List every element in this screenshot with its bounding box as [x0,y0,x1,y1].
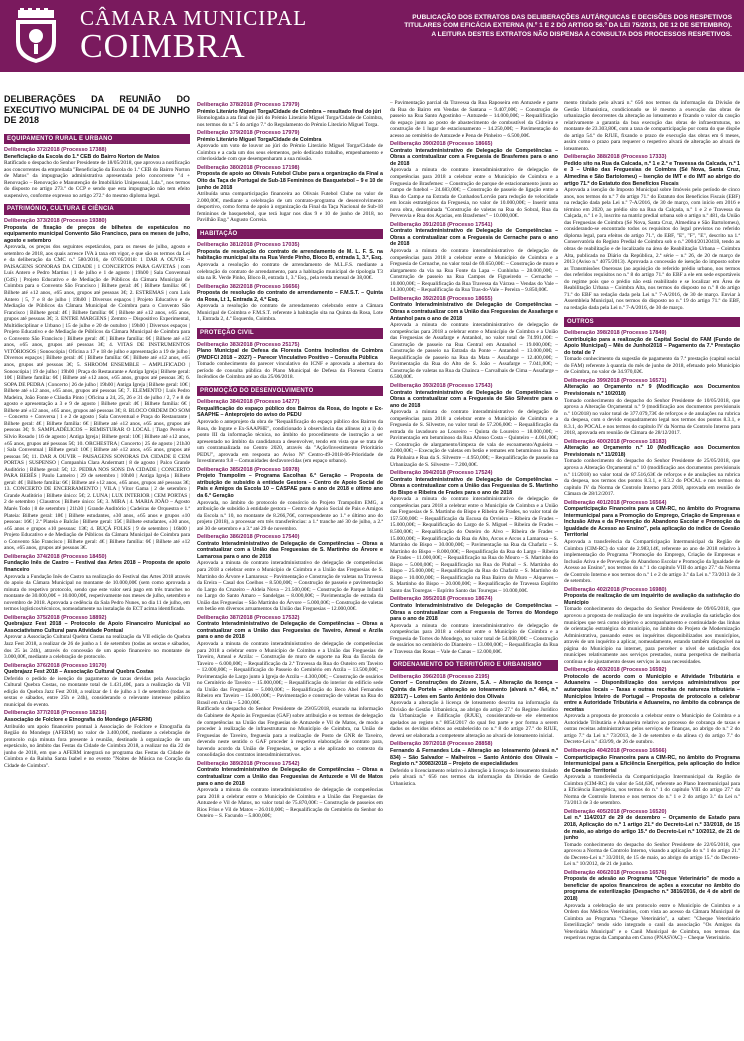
deliberation-text: Aprovada a transferência da Comparticipação Intermunicipal da Região de Coimbra (CIM-RC) do valor de 544,63€, referente ao Plano Intermunicipal para a Eficiência Energética, nos termos do n.º 1 do capítulo VIII do artigo 27.º da Norma de Controlo Interno e nos termos do n.º 1 e 2 do artigo 3.º da Lei n.º 73/2013 de 3 de setembro. [564,774,740,807]
deliberation-subject: Proposta de resolução do contrato de arrendamento de M. L. F. S. na habitação municipal sita na Rua Verde Pinho, Bloco B, entrada 1, 3.º, Esq. [197,248,383,262]
deliberation-subject: Proposta de apoio ao Olivais Futebol Clube para a organização da Final a Oito da Taça de Portugal de Sub-18 Femininos de Basquetebol – 9 e 10 de junho de 2018 [197,171,383,191]
deliberation-subject: Proposta de resolução do contrato de arrendamento – F.M.S.T. – Quinta da Rosa, Lt 1, Entrada 2, 4.º Esq. [197,290,383,303]
deliberation-subject: Plano Municipal de Defesa da Floresta Contra Incêndios de Coimbra (PMDFCI 2018 – 2027) – Parecer Vinculativo Positivo – Consulta Pública [197,348,383,361]
city-title [80,8,307,64]
deliberation-subject: Prémio Literário Miguel Torga/Cidade de Coimbra [197,136,322,143]
section-header: ORDENAMENTO DO TERRITÓRIO E URBANISMO [390,660,558,671]
deliberation-text: Atribuída uma comparticipação financeira ao Olivais Futebol Clube no valor de 2.000,00€, mediante a celebração de um contrato-programa de desenvolvimento desportivo, como forma de apoio à organização da Final da Taça Nacional de Sub-18 femininos de basquetebol, que terá lugar nos dias 9 e 10 de junho de 2018, no Pavilhão Eng.º Augusto Correia. [197,191,383,224]
deliberation-text: Aprovada a minuta do contrato interadministrativo de delegação de competências para 2018 a celebrar entre o Município de Coimbra e a Freguesia de Torres do Mondego, no valor total de 54.008,00€: – Construção de ossários no cemitério do Dianteiro – 13.000,00€; – Requalificação da Rua e Travessa das Rosas – Vale de Canas – 12.000,00€. [390,622,558,655]
deliberation-heading: Deliberação 386/2018 (Processo 17540) [197,534,300,541]
deliberation-text: Aprovado o anteprojeto da obra de "Requalificação do espaço público dos Bairros da Rosa, do Ingote e Ex-SAAPHE", condicionado à observância das alíneas a) a i) do ponto III da informação técnica, no âmbito do procedimento de instrução a ser apresentado no âmbito da candidatura a desenvolver, tendo em vista que se trata de um contratualizada no Centro 2020, através da "Ação/Investimento Prioritário PEDU", aprovada em resposta ao Aviso Nº Centro-49-2018-06-Prioridade de Investimento 9.8 – Comunidades desfavorecidas (em espaço urbano). [197,418,383,465]
deliberation-subject: Beneficiação da Escola do 1.º CEB do Bairro Norton de Matos [4,153,160,160]
deliberation-heading: Deliberação 384/2018 (Processo 14277) [197,399,300,406]
deliberation-subject: Pedido sito na Rua da Calcada, n.º 1 e 2.ª e Travessa da Calcada, n.º 1 e 3 – União das Freguesias de Coimbra (Sé Nova, Santa Cruz, Almedina e São Bartolomeu) – Isenção de IMT e do IMT ao abrigo do artigo 71.º do Estatuto dos Benefícios Fiscais [564,160,740,187]
deliberation-heading: Deliberação 390/2018 (Processo 18665) [390,141,493,148]
deliberation-heading: Deliberação 377/2018 (Processo 18216) [4,710,107,717]
deliberation-heading: Deliberação 392/2018 (Processo 18655) [390,295,493,302]
deliberation-subject: Contribuição para a realização de Capital Social do FAM (Fundo de Apoio Municipal) – Mês de Junho/2018 – Pagamento da 7.ª Prestação do total de 7 [564,336,740,356]
column-3 [390,100,558,1041]
deliberation-text: Tomado conhecimento do parecer vinculativo do ICNF e aprovada a abertura do período de consulta pública do Plano Municipal de Defesa da Floresta Contra Incêndios de Coimbra até ao dia 25/06/2018. [197,361,383,381]
deliberation-heading: Deliberação 400/2018 (Processo 18183) [564,438,667,445]
deliberation-heading: Deliberação 378/2018 (Processo 17979) [197,102,300,108]
deliberation-subject: Contrato Interadministrativo de Delegação de Competências – Obras a contratualizar com a União das Freguesias de Assafarge e Antanhol para o ano de 2018 [390,302,558,322]
deliberation-text: Deferido o licenciamento relativo à alteração à licença do loteamento titulado pelo alvará n.º 656 nos termos da informação da Divisão de Gestão Urbanística. [390,767,558,787]
section-header: OUTROS [564,317,740,328]
deliberation-heading: Deliberação 399/2018 (Processo 16571) [564,377,667,384]
deliberation-heading: Deliberação 388/2018 (Processo 17333) [564,154,667,161]
deliberation-subject: Fernando & Fernandes Lda – Alteração ao loteamento (alvará n.º 834) – São Salvador – Malheiros – Santo António dos Olivais – Registo n.º 30983/2018 – Projeto de especialidades [390,747,558,768]
deliberation-subject: Contrato Interadministrativo de Delegação de Competências – Obras a contratualizar com a Freguesia de Brasfemes para o ano de 2018 [390,147,558,167]
deliberation-heading: Deliberação 381/2018 (Processo 17035) [197,242,300,249]
deliberation-text: Aprovada a minuta do contrato interadministrativo de delegação de competências para 2018 a celebrar entre o Município de Coimbra e a União das Freguesias de Taveiro, Ameal e Arzila: – Construção de muro de suporte na Rua da Escola de Taveiro – 6.000,00€; – Requalificação da 2.ª Travessa da Rua do Outeiro em Taveiro – 12.000,00€; – Requalificação do Passeio do Cemitério em Arzila – 13.500,00€; – Pavimentação de Largo junto à Igreja de Arzila – 4.300,00€; – Construção de ossários no Cemitério de Taveiro – 15.000,00€; – Requalificação do interior do edifício sede da União das Freguesias – 5.000,00€; – Requalificação do Beco Abel Fernandes Ribeiro em Taveiro – 15.000,00€; – Pavimentação e construção de valetas na Rua do Brasil em Arzila – 5.200,00€. [197,641,383,706]
deliberation-subject: Contrato Interadministrativo de Delegação de Competências – Obras a contratualizar com a União das Freguesias de Antuzede e Vil de Matos para o ano de 2018 [197,767,383,787]
deliberation-heading: Deliberação 389/2018 (Processo 17542) [197,760,300,767]
deliberation-text: Aprovada a minuta do contrato interadministrativo de delegação de competências para 2018 a celebrar entre o Município de Coimbra e a União das Freguesias de S. Martinho do Árvore e Lamarosa: – Pavimentação e Construção de valetas na Travessa da Ereira – Casal dos Coelhos – 8.500,00€; – Construção de passeio e pavimentação do Largo do Cruzeiro – Aldeia Nova – 21.500,00€; – Construção de Parque Infantil no Largo do Santo Amaro – Sandelgas – 8.000,00€; – Pavimentação de estrada da União das Freguesias – São Martinho do Árvore – 5.000,00€; – Construção de valetas em betão em diversos arruamentos da União das Freguesias – 12.000,00€. [197,560,383,613]
section-header: EQUIPAMENTO RURAL E URBANO [4,134,190,145]
deliberation-subject: Comparticipação Financeira para a CIM-RC, no âmbito do Programa Intermunicipal para a Promoção do Emprego, Criação de Empresas e Inclusão Ativa e da Prevenção do Abandono Escolar e Promoção da Igualdade de Acesso ao Ensino", pela aplicação do índice de Coesão Territorial [564,506,740,539]
deliberation-subject: Protocolo de acordo com o Município e Atividade Tributária e Aduaneira – Disponibilização dos serviços administrativos por autarquias locais – Taxas e outras receitas de natureza tributária – Municípios Inteiro de Portugal – Proposta de protocolo a celebrar entre a Autoridade Tributária e Aduaneira, no âmbito da cobrança de receitas [564,673,740,713]
deliberation-heading: Deliberação 374/2018 (Processo 18450) [4,553,107,560]
section-header: PATRIMÓNIO, CULTURA E CIÊNCIA [4,204,190,215]
deliberation-text: Aprovada a resolução do contrato de arrendamento celebrado entre a Câmara Municipal de Coimbra e F.M.S.T. referente à habitação sita na Quinta da Rosa, Lote 1, Entrada 2, 4.º Esquerdo, Coimbra. [197,303,383,323]
column-2 [197,100,383,1041]
title-small: CÂMARA MUNICIPAL [80,6,308,30]
page-lead-title: DELIBERAÇÕES DA REUNIÃO DO EXECUTIVO MUNICIPAL DE 04 DE JUNHO DE 2018 [4,94,190,125]
deliberation-heading: Deliberação 405/2018 (Processo 16520) [564,808,667,815]
deliberation-heading: Deliberação 373/2018 (Processo 19380) [4,217,107,224]
section-header: HABITAÇÃO [197,229,383,240]
deliberation-heading: Deliberação 372/2018 (Processo 17388) [4,147,107,154]
deliberation-text: Aprovada, no âmbito do protocolo de consórcio do Projeto Trampolim EMG, a atribuição de subsídio à entidade gestora – Centro de Apoio Social de Pais e Amigos da Escola n.º 10, no montante de 8.266,76€, correspondente ao 1.º e último ano do projeto (2018), a processar em três transferências: a 1.ª tranche até 30 de julho, a 2.ª até 30 de setembro e a 3.ª até 29 de novembro. [197,499,383,532]
deliberation-text: Aprovada a Fundação Inês de Castro na realização do Festival das Artes 2018 através do apoio da Câmara Municipal no montante de 10.000,00€ (sem como aprovada a minuta do respetivo protocolo, sendo que este valor será pago em três tranches no montante de 30.000,00€ + 10.000,00€, respetivamente nos meses de julho, setembro e novembro de 2018. Aprovada a cedência da Sala Pedro Nunes, no dia 11 de julho, em termos logísticos/técnicos, nomeadamente na instalação do ECT acima identificada. [4,573,190,613]
deliberation-heading: Deliberação 376/2018 (Processo 19170) [4,662,107,669]
deliberation-subject: Associação de Folclore e Etnografia do Mondego (AFERM) [4,716,153,723]
deliberation-subject: Proposta de realização de um inquérito de avaliação da satisfação do Município [564,593,740,606]
deliberation-subject: Conorf – Construções do Zézere, S.A. – Alteração da licença – Quinta da Portela – alteração ao loteamento (alvará n.º 464, n.º 8/2017) – Lotes em Santo António dos Olivais [390,680,558,700]
deliberation-text: Aprovada a celebração de um protocolo entre o Município de Coimbra e a Ordem dos Médicos Veterinários, com vista ao acesso da Câmara Municipal de Coimbra ao Programa "Cheque Veterinário", a saber: "Cheque Veterinário Esterilização" tendo sido integrado o canil da associação "Os Amigos da Veterinária Municipal" e o Canil Municipal de Coimbra, nos termos das respetivas regras da Campanha em Curso (PNASVAC) – Cheque Veterinário. [564,902,740,942]
deliberation-text: Aprovada a transferência da Comparticipação Intermunicipal da Região de Coimbra (CIM-RC) do valor de 2.983,14€, referente ao ano de 2018 relativo à implementação do Programa "Promoção do Emprego, Criação de Empresas e Inclusão Ativa e de Prevenção do Abandono Escolar e Promoção da Igualdade de Acesso ao Ensino", nos termos do n.º 1 do capítulo VIII do artigo 27.º da Norma de Controlo Interno e nos termos do n.º 1 e 2 do artigo 3.º da Lei n.º 73/2013 de 3 de setembro. [564,539,740,585]
deliberation-text: Homologada a ata final do júri do Prémio Literário Miguel Torga/Cidade de Coimbra, nos termos do n.º 5 do artigo 7.º do Regulamento do Prémio Literário Miguel Torga. [197,115,383,128]
masthead-note: PUBLICAÇÃO DOS EXTRATOS DAS DELIBERAÇÕES AUTÁRQUICAS E DECISÕES DOS RESPETIVOS TITULARES COM EFICÁCIA EXTERNA (N.º 1 E 2 DO ARTIGO 56.º DA LEI 75/2013, DE 12 DE SETEMBRO). A LEITURA DESTES EXTRATOS NÃO DISPENSA A CONSULTA DOS PROCESSOS RESPETIVOS. [404,14,732,38]
deliberation-heading: Deliberação 379/2018 (Processo 17979) [197,130,300,137]
deliberation-text: Tomado conhecimento da sugestão de pagamento da 7.ª prestação (capital social do FAM) referente à quantia do mês de junho de 2018, efetuado pelo Município de Coimbra, no valor de 34.970,02€. [564,356,740,376]
deliberation-text: Tomado conhecimento do despacho do Senhor Presidente de 22/05/2018, que aprovou a Norma de Controlo Interno, visando a aplicação do n.º 1 do artigo 21.º do Decreto-Lei n.º 33/2018, de 15 de maio, ao abrigo do artigo 15.º do Decreto-Lei n.º 10/2012, de 21 de junho. [564,841,740,868]
deliberation-subject: Quebrajazz Fest 2018 – Associação Cultural Quebra Costas [4,669,154,676]
masthead [0,0,744,72]
deliberation-subject: Proposta de adesão ao Programa "Cheque Veterinário" de modo a beneficiar de apoios financeiros de ações a executar no âmbito do programa de esterilização (Despacho n.º 3816/2016, de 4 de abril de 2018) [564,876,740,902]
deliberation-subject: Proposta de fixação de preços de bilhetes de espetáculos no equipamento municipal Convento São Francisco, para os meses de julho, agosto e setembro [4,224,190,244]
deliberation-subject: Quebrajazz Fest 2018 – Protocolo de Apoio Financeiro Municipal ao Associativismo Cultural para Atividade Pontual [4,621,190,634]
deliberation-text: Aprovada a alteração à licença de loteamento descrita na informação da Divisão de Gestão Urbanística, ao abrigo do artigo 27.º do Regime Jurídico da Urbanização e Edificação (RJUE), considerando-se ele elementos apelados ao registo n.º 8054/2017 do qual fez parte e por forma a serem dados os devidos efeitos ao estabelecido no n.º 8 do artigo 27.º do RJUE, deverá ser elaborada a competente alteração ao alvará de loteamento inicial. [390,700,558,739]
deliberation-text: Aprovado um voto de louvor ao júri do Prémio Literário Miguel Torga/Cidade de Coimbra e a cada um dos seus elementos, pelo dedicado trabalho, empenhamento e criteriosidade com que desempenharam a sua missão. [197,143,383,163]
deliberation-subject: Prémio Literário Miguel Torga/Cidade de Coimbra – resultado final do júri [197,108,382,115]
deliberation-heading: Deliberação 404/2018 (Processo 16566) [564,747,667,754]
deliberation-subject: Alteração ao Orçamento n.º 10 (Modificação aos Documentos Previsionais n.º 11/2018) [564,445,740,458]
deliberation-subject: Projeto Trampolim – Programa Escolhas 6.ª Geração – Proposta de atribuição de subsídio à entidade Gestora – Centro de Apoio Social de Pais e Amigos da Escola 10 – CASPAE para o ano de 2018 e último ano da 6.ª Geração [197,473,383,499]
deliberation-subject: Fundação Inês de Castro – Festival das Artes 2018 – Proposta de apoio financeiro [4,560,190,573]
deliberation-subject: Contrato Interadministrativo de Delegação de Competências – Obras a contratualizar com a Freguesia de Torres do Mondego para o ano de 2018 [390,603,558,623]
deliberation-text: Aprovada a minuta do contrato interadministrativo de delegação de competências para 2018 a celebrar entre o Município de Coimbra e a Freguesia de S. Silvestre, no valor total de 57.206,00€: – Requalificação da estrada do lavadouro ao Loureiro – Quinta do Loureiro – 18.000,00€; – Pavimentação em betuminoso da Rua Afonso Costa – Quinteiro – 4.061,00€; – Construção de alargamento/limpeza de vala de escoamento/Aguieira – 2.000,00€; – Execução de valetas em betão e remates em betuminoso na Rua da Pinhaira e Rua da S. Silvestre – 4.950,00€; – Requalificação de passeio na Urbanização de S. Silvestre – 7.200,00€. [390,409,558,468]
title-big: COIMBRA [80,28,246,65]
coat-of-arms-icon [8,8,64,64]
deliberation-text: Aprovada a minuta do contrato interadministrativo de delegação de competências para 2018 a celebrar entre o Município de Coimbra e a Freguesia de Brasfemes: – Construção de parque de estacionamento junto ao campo de futebol – 24.683,00€; – Construção de passeio de ligação entre a Rua do Camp.e na Estrada de Cunhados/Lorvão para redução de velocidade em locais estratégicos da Freguesia, no valor de 10.000,00€; – Inserir uma nova obra, denominada "Construção de valetas na Rua do Sobral, Rua da Pervenvia e Rua dos Açacias, em Brasfemes" – 10.000,00€. [390,167,558,220]
deliberation-heading: Deliberação 382/2018 (Processo 16656) [197,283,300,290]
deliberation-heading: Deliberação 403/2018 (Processo 16592) [564,667,667,674]
deliberation-text: Tomado conhecimento do despacho do Senhor Presidente de 10/05/2018, que aprova a Alteração Orçamental n.º 9 (modificação aos documentos previsionais n.º 10/2018) no valor total de 377.079,73€ de reforços e de anulações na rubrica da despesa, com o devido enquadramento legal nos termos dos pontos 8.3.1, e 8.3.1, do POCAL e nos termos do capítulo IV da Norma de Controlo Interno para 2018, aprovada em reunião de Câmara de 28/12/2017. [564,397,740,437]
deliberation-subject: Contrato Interadministrativo de Delegação de Competências – Obras a contratualizar com a Freguesia de Cernache para o ano de 2018 [390,228,558,248]
deliberation-heading: Deliberação 391/2018 (Processo 17541) [390,221,493,228]
deliberation-heading: Deliberação 375/2018 (Processo 18892) [4,614,107,621]
deliberation-subject: Contrato Interadministrativo de Delegação de Competências – Obras a contratualizar com a Freguesia de São Silvestre para o ano de 2018 [390,389,558,409]
deliberation-text: – Pavimentação parcial da Travessa da Rua Raposeira em Antuzede e parte da Rua do Bairro em Vendas de Santana – 9.407,00€; – Construção de passeio na Rua Santo Agostinho – Antuzede – 14.000,00€; – Requalificação do espaço junto ao posto de abastecimento de combustível da Cidreira e construção de 1 lugar de estacionamento – 14.250,00€; – Pavimentação do acesso ao cemitério de Antuzede e Pena de Pinheiro – 6.500,00€. [390,100,558,139]
deliberation-text: Aprovada a isenção do Imposto Municipal sobre Imóveis pelo período de cinco anos, nos termos do n.º 7 do artigo 71.º do Estatuto dos Benefícios Fiscais (EBF) na redação dada pela Lei n.º 7-A/2016, de 30 de março, com início em 2016 e término em 2020, ao prédio sito na Rua da Calçada, n.º 1 e 2 e Travessa da Calçada, n.º 1 e 3, inscrito na matriz predial urbana sob o artigo n.º 481, da União das Freguesias de Coimbra (Sé Nova, Santa Cruz, Almedina e São Bartolomeu), considerando-se encontrado todos os requisitos do legal previstos no referido diploma legal, para efeitos do artigo 71.º, do EBF, "E", "F", "E", descrito na 1.ª Conservatória do Registo Predial de Coimbra sob o n.º 2004/20120418, tendo as obras de reabilitação e de localizado na área de Reabilitação Urbana – Coimbra Alta, publicada no Diário da República, 2.ª série – n.º 26, de 20 de março de 2013 (Aviso n.º 4075/2013). Aprovada a concessão de isenção do imposto sobre as Transmissões Onerosas (ao aquisição do referido prédio urbano, nos termos dos referidos requisitos no n.º 8 do artigo 71.º do EBF a ele em sede exportáveis do regime pois que o prédio não está reabilitado e se localizar em Área de Reabilitação Urbana – Coimbra Alta, nos termos do disposto no n.º 8 do artigo 71.º do EBF na redação dada pela Lei n.º 7-A/2016, de 30 de março. Enviar à Assembleia Municipal, nos termos do disposto no n.º 19 do artigo 71.º do EBF, na redação dada pela Lei n.º 7-A/2016, de 30 de março. [564,187,740,311]
deliberation-subject: Contrato Interadministrativo de Delegação de Competências – Obras a contratualizar com a União das Freguesias de S. Martinho do Bispo e Ribeira de Frades para o ano de 2018 [390,476,558,496]
deliberation-heading: Deliberação 396/2018 (Processo 2195) [390,673,490,680]
deliberation-heading: Deliberação 393/2018 (Processo 17543) [390,382,493,389]
deliberation-heading: Deliberação 395/2018 (Processo 18674) [390,596,493,603]
deliberation-text: Aprovada a minuta do contrato interadministrativo de delegação de competências para 2018 a celebrar entre o Município de Coimbra e a União das Freguesias de Assafarge e Antanhol, no valor total de 74.991,00€: – Construção de passeio na Rua Central em Antanhol – 19.000,00€; – Construção de passeio na Estrada da Ponte – Antanhol – 13.000,00€; – Requalificação de passeio na Rua da Mata – Assafarge – 12.400,00€; – Pavimentação da Rua do Alto de S. João – Assafarge – 7.041,00€; – Construção de valetas na Rua da Chainca – Carvalhais de Cima – Assafarge – 6.500,00€. [390,322,558,381]
deliberation-text: Aprovada a minuta do contrato interadministrativo de delegação de competências para 2018 a celebrar entre o Município de Coimbra e a Freguesia de Cernache, no valor total de 69.650,00€: – Construção de muro e alargamento da via na Rua Fonte da Lapa – Cunhinha – 28.000,00€; – Construção de passeio na Rua Campos de Figueiredo – Cernache – 10.000,00€; – Requalificação da Rua Travessa da Várzea – Vendas do Vale – 14.300,00€; – Requalificação da Rua Tras-do-Vale – Pereira – 9.850,00€. [390,248,558,294]
deliberation-text: mento titulado pelo alvará n.º 656 nos termos da informação da Divisão de Gestão Urbanística, condicionado se lê mesmo a execução das obras de urbanização decorrentes da alteração ao loteamento e fixando o valor da caução relativamente a garantia da boa execução das obras de infraestruturas, no montante de 23.303,80€, com a taxa de comparticipação por conta do que dispõe do artigo 54.º do RJUE, fixando o prazo de execução das obras em 6 meses, assim como o prazo para requerer o respetivo alvará de alteração ao alvará de loteamento. [564,100,740,152]
section-header: PROMOÇÃO DO DESENVOLVIMENTO [197,386,383,397]
deliberation-heading: Deliberação 401/2018 (Processo 16564) [564,499,667,506]
deliberation-text: Tomado conhecimento do despacho do Senhor Presidente de 25/05/2018, que aprova a Alteração Orçamental n.º 10 (modificação aos documentos previsionais n.º 11/2018) no valor total de 87.516,63€ de reforços e de anulações na rubrica da despesa, nos termos dos pontos 8.3.1, e 8.3.2 do POCAL e nos termos do capítulo IV da Norma de Controlo Interno para 2018, aprovada em reunião de Câmara de 28/12/2017. [564,458,740,498]
deliberation-heading: Deliberação 383/2018 (Processo 25175) [197,341,300,348]
deliberation-text: Aprovada a minuta do contrato interadministrativo de delegação de competências para 2018 a celebrar entre o Município de Coimbra e a União das Freguesias de Antuzede e Vil de Matos, no valor total de 75.870,00€: – Construção de passeios em Rios Frios e Vil de Matos – 26.010,00€; – Requalificação do Cemitério do Senhor do Outeiro – S. Facundo – 5.800,00€; [197,787,383,820]
deliberation-text: Aprovada a minuta do contrato interadministrativo de delegação de competências para 2018 a celebrar entre o Município de Coimbra e a União das Freguesias de S. Martinho do Bispo e Ribeira de Frades, no valor total de 157.500,00€: – Requalificação da Escusa da Orvieira – Ribeira de Frades – 15.000,00€; – Requalificação do Largo de S. Miguel – Ribeira de Frades – 8.500,00€; – Requalificação do Outeiro do Alvo – Ribeira de Frades – 15.000,00€; – Requalificação da Rua do Alto, Arcos e Arcos a Lamarosa – S. Martinho do Bispo – 30.000,00€; – Pavimentação na Rua da Chafariz – S. Martinho do Bispo – 8.000,00€; – Requalificação da Rua do Largo – Ribeira de Frades – 11.000,00€; – Requalificação na Rua do Mouro – S. Martinho do Bispo – 5.000,00€; – Requalificação na Rua do Pinhal – S. Martinho do Bispo – 25.000,00€; – Requalificação da Rua do Chafariz – S. Martinho do Bispo – 10.000,00€; – Requalificação na Rua Bairro do Muro – Alqueves – S. Martinho do Bispo – 20.000,00€; – Requalificação de Travessa Espírito Santo das Touregas – Espírito Santo das Touregas – 10.000,00€. [390,496,558,594]
deliberation-text: Deferido o pedido de isenção do pagamento de taxas devidas pela Associação Cultural Quebra Costas, no montante total de 1.431,40€, para a realização da VII edição do Quebra Jazz Fest 2018, a realizar de 1 de julho a 1 de setembro (todas as sextas e sábados, entre 25h e 24h), considerando o relevante interesse público municipal do evento. [4,675,190,708]
deliberation-heading: Deliberação 398/2018 (Processo 17849) [564,330,667,337]
deliberation-subject: Comparticipação Financeira para a CIM-RC, no âmbito do Programa Intermunicipal para a Eficiência Energética, pela aplicação do Índice de Coesão Territorial [564,754,740,774]
deliberation-heading: Deliberação 380/2018 (Processo 17198) [197,164,300,171]
section-header: PROTEÇÃO CIVIL [197,328,383,339]
deliberation-subject: Lei n.º 114/2017 de 29 de dezembro – Orçamento de Estado para 2018, Aplicação do n.º 1 artigo 21.º do Decreto-Lei n.º 33/2018, de 15 de maio, ao abrigo do artigo 15.º do Decreto-Lei n.º 10/2012, de 21 de junho [564,815,740,842]
deliberation-heading: Deliberação 387/2018 (Processo 17532) [197,614,300,621]
deliberation-text: Ratificado o despacho do Senhor Presidente de 18/05/2018, que aprovou a notificação aos concorrentes da empreitada "Beneficiação da Escola do 1.º CEB do Bairro Norton de Matos" da impugnação administrativa apresentada pelo concorrente "4 + Renovação – Renovação e Manutenção de Imobiliário Unipessoal, Lda.", nos termos do disposto no artigo 273.º do CCP e sendo que esta impugnação não tem efeito suspensivo, conforme expresso no artigo 272.º do mesmo diploma legal. [4,160,190,199]
deliberation-heading: Deliberação 394/2018 (Processo 17524) [390,470,493,477]
deliberation-subject: Requalificação do espaço público dos Bairros da Rosa, do Ingote e Ex-SAAPHE – Anteprojeto do aviso do PEDU [197,405,383,419]
deliberation-text: Atribuído um apoio financeiro pontual à Associação de Folclore e Etnografia da Região do Mondego (AFERM) no valor de 3.400,00€, mediante a celebração de protocolo cuja minuta fora presente à reunião, destinado à organização de um espetáculo, no âmbito das Festas da Cidade de Coimbra 2018, a realizar no dia 22 de junho de 2018, em que a AFERM integrará no programa das Festas da Cidade de Coimbra e da Rainha Santa Isabel e no evento "Noites de Música no Coração da Cidade de Coimbra". [4,723,190,769]
deliberation-heading: Deliberação 385/2018 (Processo 16978) [197,466,300,473]
column-1 [4,94,190,1038]
deliberation-heading: Deliberação 397/2018 (Processo 28858) [390,741,493,748]
deliberation-text: Ratificado o despacho do Senhor Presidente de 29/05/2018, exarado na informação do Gabinete de Apoio às Freguesias (GAF) sobre atribuição e os termos de delegação de competências na União das Freguesias de Antuzede e Vil de Matos, de modo a proceder à realização de infraestruturas no Município de Coimbra, na União de Freguesias de Taveiro, freguesia para a realização de Posto de GNR de Taveiro, devendo neste sentido o GAF proceder à respetiva elaboração de contrato para, havendo acordo da União de Freguesias, se ação a ele aplicado no contexto da consolidação dos contratos interadministrativos. [197,706,383,759]
deliberation-subject: Contrato Interadministrativo de Delegação de Competências – Obras a contratualizar com a União das Freguesias de S. Martinho do Árvore e Lamarosa para o ano de 2018 [197,540,383,560]
deliberation-text: Aprovar a Associação Cultural Quebra Costas na realização da VII edição do Quebra Jazz Fest 2018, a realizar de 26 de junho a 1 de setembro (todas as sextas e sábados, dos 25 às 24h), através do concessão de um apoio financeiro no montante de 3.000,00€, mediante a celebração de protocolo. [4,634,190,661]
deliberation-subject: Alteração ao Orçamento n.º 9 (Modificação aos Documentos Previsionais n.º 10/2018) [564,384,740,397]
deliberation-subject: Contrato Interadministrativo de Delegação de Competências – Obras a contratualizar com a União das Freguesias de Taveiro, Ameal e Arzila para o ano de 2018 [197,621,383,641]
deliberation-heading: Deliberação 402/2018 (Processo 16980) [564,586,667,593]
deliberation-text: Aprovada, os preços dos seguintes espetáculos, para os meses de julho, agosto e setembro de 2018, aos quais acresce IVA à taxa em vigor, e que são os termos da Lei e da deliberação da CMC n.º 580/2016, de 07/05/2018: 1 DAR A OUVIR – PAISAGENS SONORAS DA CIDADE | 1 CONCERTOS PARA GAVETAS | com Luís Antero e Pedro Martins | 1 de julho e 1 de agosto | 19h00 | Sala Conventual (CdS) | Projeto Educativo e de Mediação de Públicos da Câmara Municipal de Coimbra para o Convento São Francisco | Bilhete geral: 4€ | Bilhete família: 6€ | Bilhete até ±12 anos, ±65 anos, grupos até pessoas 3€; 2. ESTREMAS | com Luís Antero | 5, 7 e 8 de julho | 19h00 | Diversos espaços | Projeto Educativo e de Mediação de Públicos da Câmara Municipal de Coimbra para o Convento São Francisco | Bilhete geral: 4€ | Bilhete família: 6€ | Bilhete até ±12 anos, ±65 anos, grupos até pessoas 3€; 3. ENTRE MARGENS | Zemtro – Dispositivo Experimental, Multidisciplinar e Urbano | 15 de julho e 20 de outubro | 19h00 | Diversos espaços | Projeto Educativo e de Mediação de Públicos da Câmara Municipal de Coimbra para o Convento São Francisco | Bilhete geral: 4€ | Bilhete família: 6€ | Bilhete até ±12 anos, ±65 anos, grupos até pessoas 3€; 4. VITAS DE INSTRUMENTOS VITÓRIOSOS | Sonoscópia | Oficina a 17 e 18 de julho e apresentação a 19 de julho | Diversos espaços | Bilhete geral: 4€ | Bilhete família: 6€ | Bilhete até ±12 anos, ±65 anos, grupos até pessoas 3€; 5. SHROOM ENSEMBLE – AMPLIFICADO | Sonoscópia | 19 de julho | 19h00 | Praça do Restaurante e Antiga Igreja | Bilhete geral: 10€ | Bilhete família: 6€ | Bilhete até ±12 anos, ±65 anos, grupos até pessoas 3€; 6. SOPA DE PEDRA | Concerto | 26 de julho | 19h00 | Antiga Igreja | Bilhete geral: 10€ | Bilhete até ±12 anos, ±65 anos, grupos até pessoas 5€; 7. ELEMENTO | Luís Pedro Madeira, João Fonte e Cláudia Pinto | Oficina a 24, 25, 26 e 31 de julho / 2, 7 e 8 de agosto e apresentação a 3 e 9 de agosto | Bilhete geral: 4€ | Bilhete família: 6€ | Bilhete até ±12 anos, ±65 anos, grupos até pessoas 3€; 8. BLOCO ORDEM DO SOM – Concerto + Conversa | 1 e 2 de agosto | Sala Conventual e Praça do Restaurante | Bilhete geral: 4€ | Bilhete família: 6€ | Bilhete até ±12 anos, ±65 anos, grupos até pessoas 3€; 9. SAMPLADÉLICOS – REMISTURAR O LOCAL | Tiago Pereira e Sílvio Rosado | 16 de agosto | Antiga Igreja | Bilhete geral: 10€ | Bilhete até ±12 anos, ±65 anos, grupos até pessoas 5€; 10. ORCHESTRA | Concerto | 25 de agosto | 21h30 | Sala Conventual | Bilhete geral: 10€ | Bilhete até ±12 anos, ±65 anos, grupos até pessoas 5€; 11. DAR A OUVIR – PAISAGENS SONORAS DA CIDADE E CEM PORTAS | SUSPENSO | Companhia Clara Andermatt | 8 de agosto | Palco Grande Auditório | Bilhete geral: 5€; 12. PEDRA NOS SONS DA CIDADE | CONCERTO PARA BEBÉS | Paulo Lameiro | 29 de setembro | 10h00 | Antiga Igreja | Bilhete geral: 4€ | Bilhete família: 6€ | Bilhete até ±12 anos, ±65 anos, grupos até pessoas 3€; 13. CONCERTO DE ENCERRAMENTO | VILA | Vítor Gama | 2 de setembro | Grande Auditório | Bilhete único: 5€; 2. LUNA | LUX INTERIOR | CEM PORTAS | 2 de setembro | Claustros | Bilhete único: 5€; 3. MIRA | 4. MARIA JOÃO – Agosto Marés Todo | 8 de setembro | 21h30 | Grande Auditório | Cadeiras de Orquestra e 1.ª Plateia: Bilhete geral: 18€ | Bilhete estudantes, ±30 anos, ±65 anos e grupos ±10 pessoas: 16€ | 2.ª Plateia e Balcão | Bilhete geral: 15€ | Bilhete estudantes, ±30 anos, ±65 anos e grupos ±10 pessoas: 13€; 4. BUÇÁ FOLKS | 9 de setembro | 16h00 | Projeto Educativo e de Mediação de Públicos da Câmara Municipal de Coimbra para o Convento São Francisco | Bilhete geral: 4€ | Bilhete família: 6€ | Bilhete até ±12 anos, ±65 anos, grupos até pessoas 3€. [4,244,190,552]
deliberation-heading: Deliberação 406/2018 (Processo 16576) [564,869,667,876]
column-4 [564,100,740,1041]
deliberation-text: Aprovada a resolução do contrato de arrendamento de M.L.F.S. mediante a celebração do contrato de arrendamento, para a habitação municipal de tipologia T3 sita na R. Verde Pinho, Bloco B, entrada 1, 3.º Esq., pela renda mensal de 38,00€. [197,262,383,282]
deliberation-text: Aprovada a proposta de protocolo a celebrar entre o Município de Coimbra e a Autoridade Tributária e Aduaneira relativo ao processo de cobrança de taxas e outras receitas administrativas pelos serviços de finanças, ao abrigo do n.º 2 do artigo 7.º da Lei n.º 73/2013, de 3 de setembro e da alínea c) do artigo 7.º do Decreto-Lei n.º 433/99, de 26 de outubro. [564,713,740,746]
deliberation-text: Tomado conhecimento do despacho do Senhor Presidente de 09/05/2018, que aprovou a proposta de realização de um inquérito de avaliação da satisfação dos munícipes que terá como objetivo o acompanhamento e continuidade das linhas de orientação estratégica do município, no âmbito do Projeto de Modernização Administrativa, passando estes os inquéritos disponibilizados aos municípios, através de um inquérito a aplicar, nomeadamente, estando também disponível na página do Município na internet, para perceber o nível de satisfação dos munícipes relativamente aos serviços prestados, numa perspetiva de melhoria contínua e de ajustamento desses serviços às suas necessidades. [564,606,740,665]
